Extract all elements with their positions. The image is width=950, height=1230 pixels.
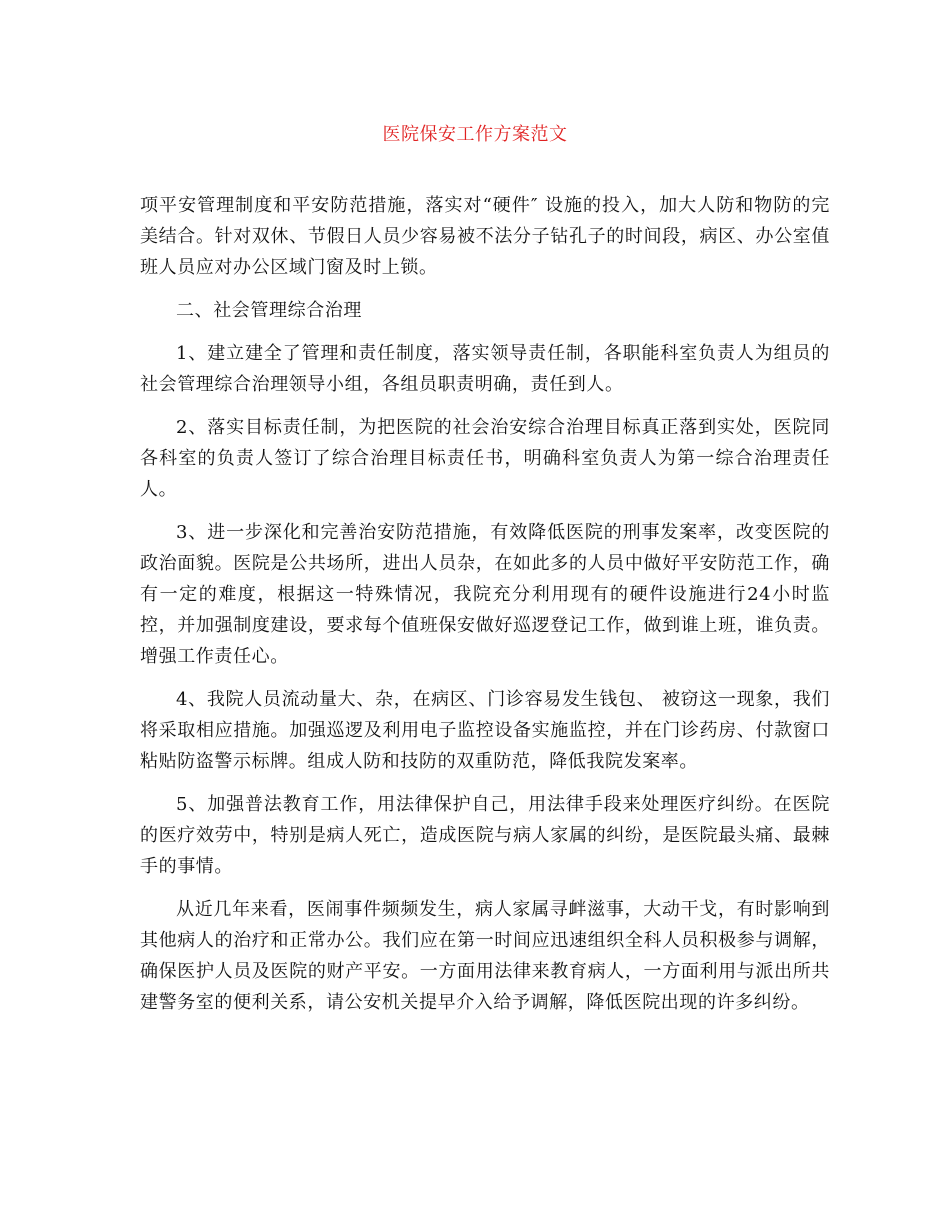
document-title: 医院保安工作方案范文 <box>382 124 568 145</box>
paragraph-continuation: 项平安管理制度和平安防范措施，落实对“硬件″ 设施的投入，加大人防和物防的完美结合。针对双休、节假日人员少容易被不法分子钻孔子的时间段，病区、办公室值班人员应对办公区域门窗及时上锁。 <box>140 195 830 278</box>
section-heading: 二、社会管理综合治理 <box>176 300 362 321</box>
paragraph-closing: 从近几年来看，医闹事件频频发生，病人家属寻衅滋事，大动干戈，有时影响到其他病人的治疗和正常办公。我们应在第一时间应迅速组织全科人员积极参与调解，确保医护人员及医院的财产平安。一方面用法律来教育病人，一方面利用与派出所共建警务室的便利关系，请公安机关提早介入给予调解，降低医院出现的许多纠纷。 <box>140 899 830 1013</box>
paragraph-item-3: 3、进一步深化和完善治安防范措施，有效降低医院的刑事发案率，改变医院的政治面貌。医院是公共场所，进出人员杂，在如此多的人员中做好平安防范工作，确有一定的难度，根据这一特殊情况，我院充分利用现有的硬件设施进行24小时监控，并加强制度建设，要求每个值班保安做好巡逻登记工作，做到谁上班，谁负责。增强工作责任心。 <box>140 522 830 667</box>
document-body <box>140 190 830 1030</box>
paragraph-item-4: 4、我院人员流动量大、杂，在病区、门诊容易发生钱包、 被窃这一现象，我们将采取相应措施。加强巡逻及利用电子监控设备实施监控，并在门诊药房、付款窗口粘贴防盗警示标牌。组成人防和技防的双重防范，降低我院发案率。 <box>140 689 830 772</box>
paragraph-item-1: 1、建立建全了管理和责任制度，落实领导责任制，各职能科室负责人为组员的社会管理综合治理领导小组，各组员职责明确，责任到人。 <box>140 343 830 395</box>
paragraph-item-2: 2、落实目标责任制，为把医院的社会治安综合治理目标真正落到实处，医院同各科室的负责人签订了综合治理目标责任书，明确科室负责人为第一综合治理责任人。 <box>140 417 830 500</box>
paragraph-item-5: 5、加强普法教育工作，用法律保护自己，用法律手段来处理医疗纠纷。在医院的医疗效劳中，特别是病人死亡，造成医院与病人家属的纠纷，是医院最头痛、最棘手的事情。 <box>140 794 830 877</box>
